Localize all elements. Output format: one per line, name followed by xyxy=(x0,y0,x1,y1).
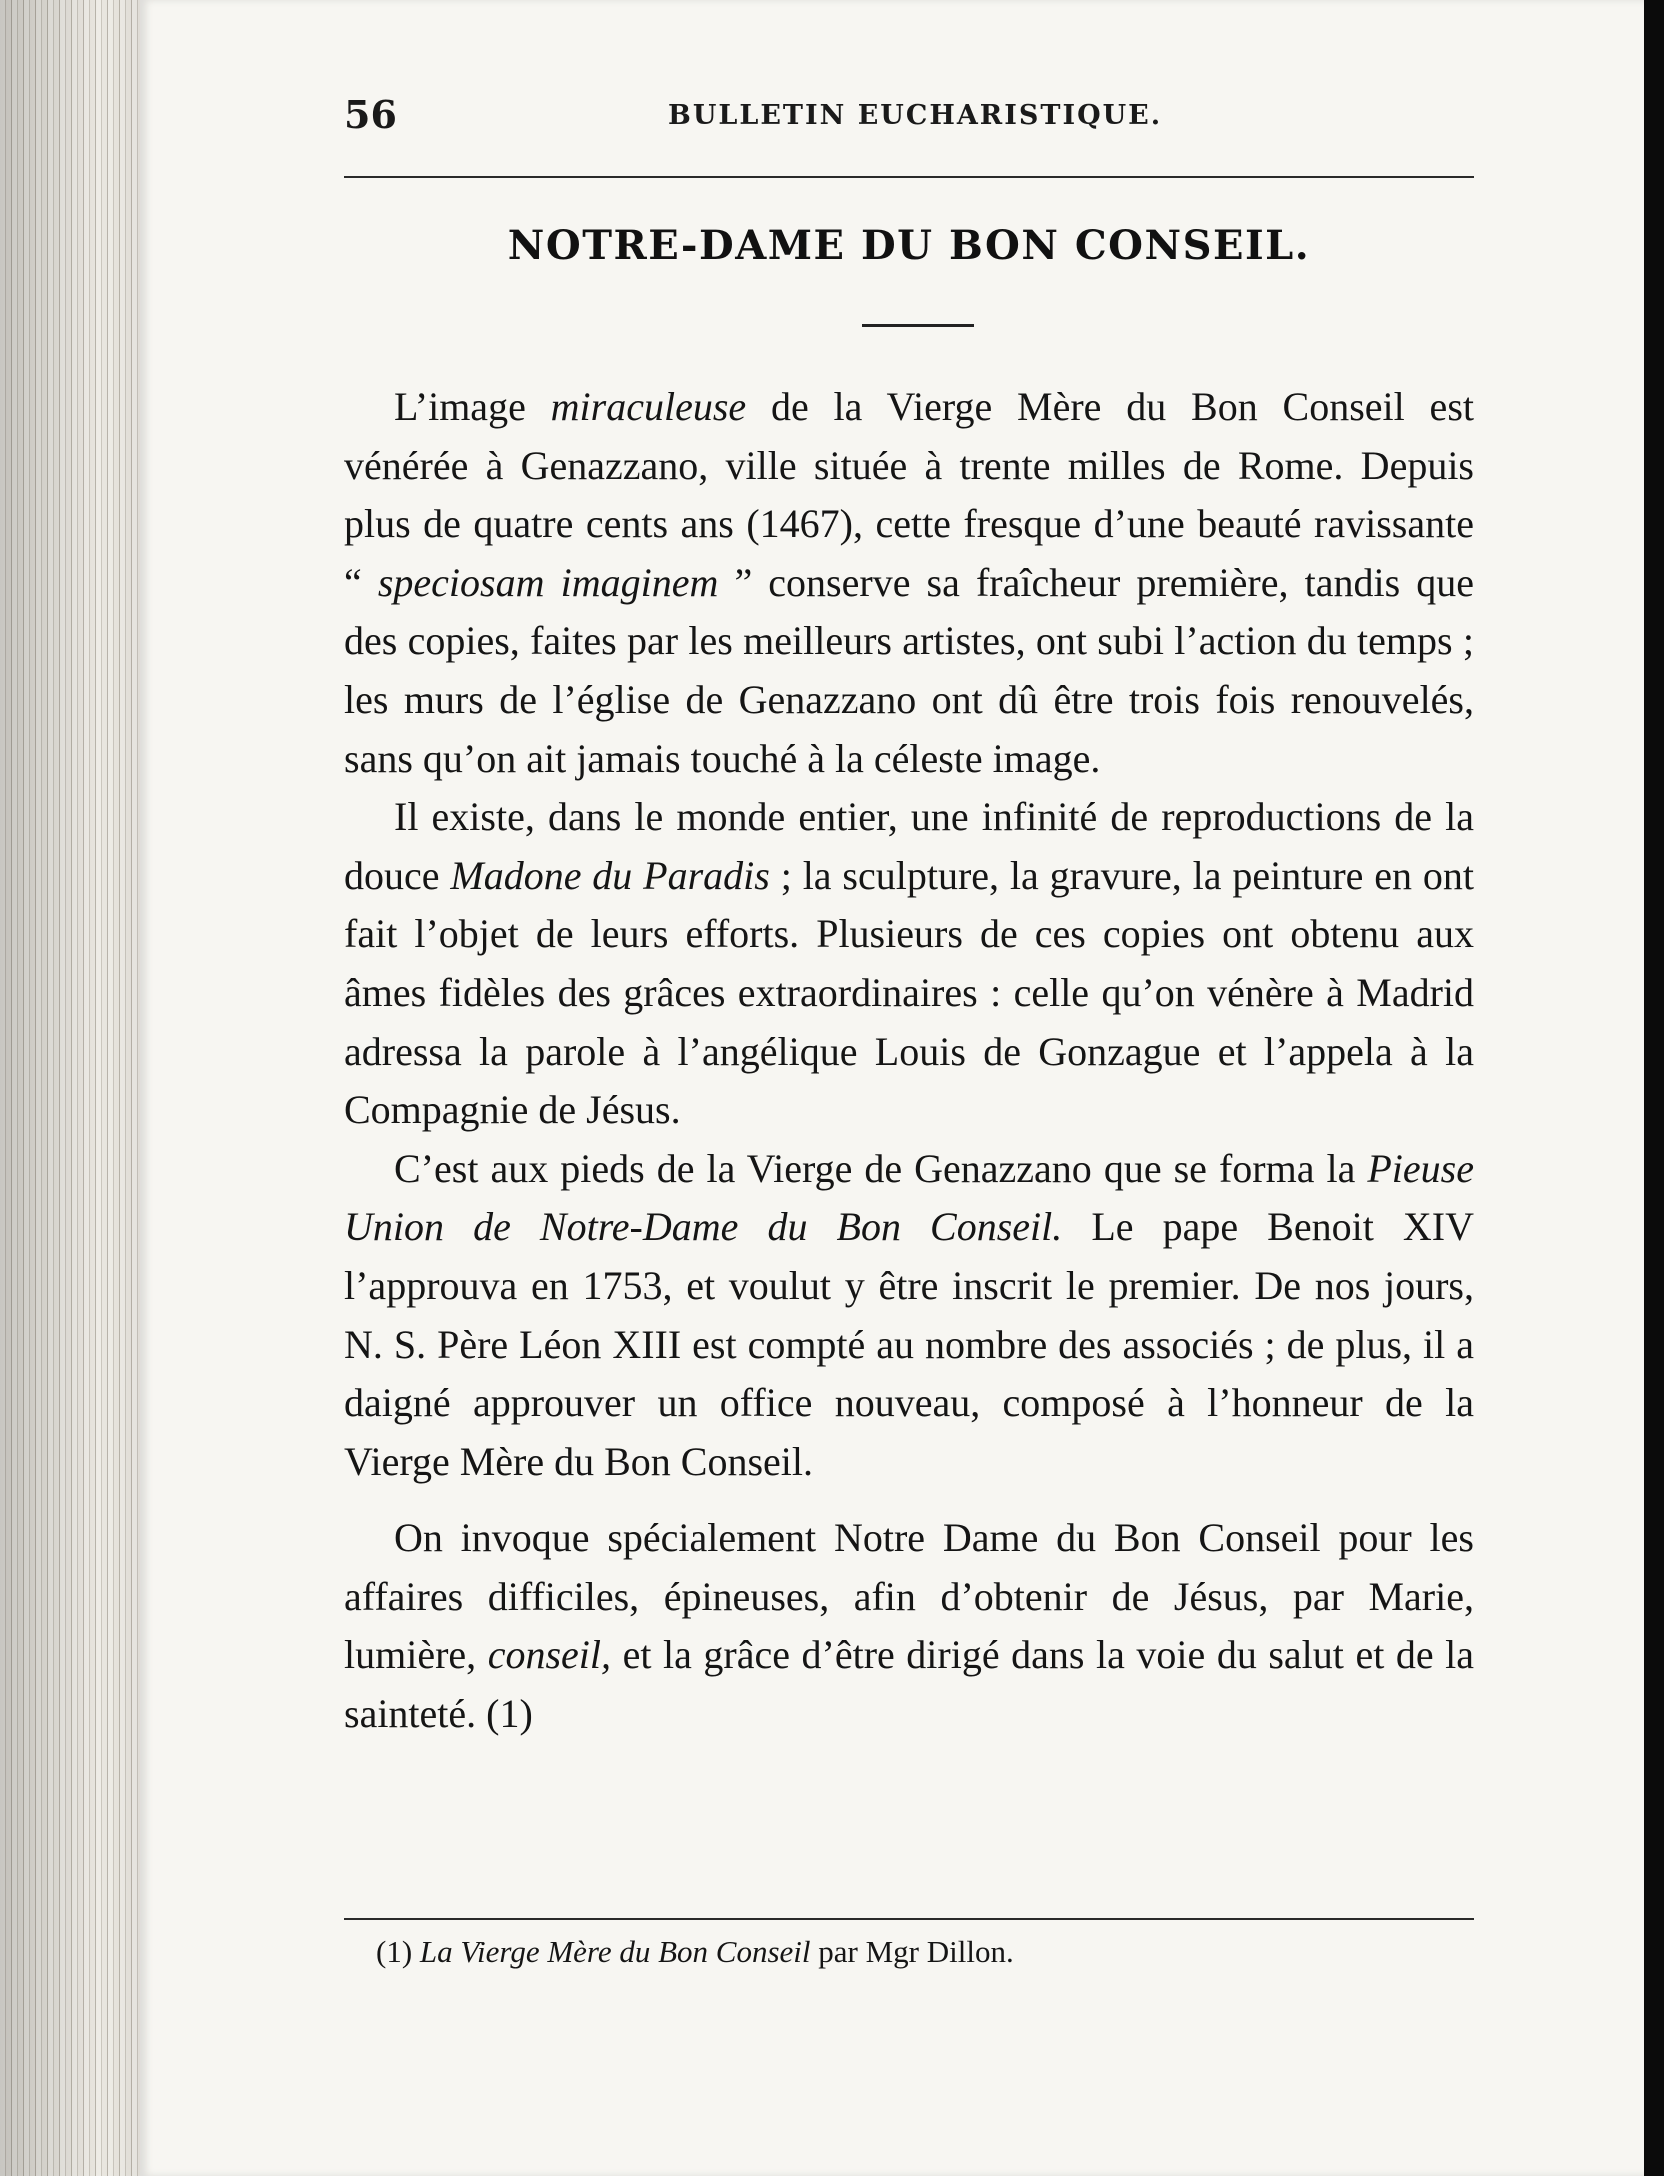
text-run: Le pape Benoit XIV l’approuva en 1753, et voulut y être inscrit le premier. De nos jours, N. S. Père Léon XIII est compté au nombre des associés ; de plus, il a daigné approuver un office nouveau, composé à l’honneur de la Vierge Mère du Bon Conseil. xyxy=(344,1204,1475,1484)
text-run: On invoque spécialement Notre Dame du Bon Conseil pour les affaires difficiles, épineuses, afin d’obtenir de Jésus, par Marie, lumière, xyxy=(344,1515,1474,1678)
text-run: ” conserve sa fraîcheur première, tandis que des copies, faites par les meilleurs artistes, ont subi l’action du temps ; les murs de l’église de Genazzano ont dû être trois fois renouvelés, sans qu’on ait jamais touché à la céleste image. xyxy=(344,559,1474,781)
italic-run: conseil, xyxy=(487,1632,612,1678)
paragraph-4 xyxy=(344,1509,1474,1743)
italic-run: Pieuse Union de Notre-Dame du Bon Conseil. xyxy=(344,1145,1474,1250)
text-run: C’est aux pieds de la Vierge de Genazzano que se forma la xyxy=(394,1145,1368,1191)
footnote-marker: (1) xyxy=(376,1934,420,1969)
right-scan-border xyxy=(1644,0,1664,2176)
footnote xyxy=(376,1934,1474,1970)
running-head: BULLETIN EUCHARISTIQUE. xyxy=(668,100,1163,131)
article-body xyxy=(344,378,1474,1744)
italic-run: speciosam imaginem xyxy=(377,559,719,605)
header-rule xyxy=(344,176,1474,178)
title-ornament-rule xyxy=(862,324,974,327)
italic-run: miraculeuse xyxy=(550,384,747,429)
text-run: L’image xyxy=(394,384,551,429)
paragraph-2 xyxy=(344,788,1474,1140)
text-run: ; la sculpture, la gravure, la peinture en ont fait l’objet de leurs efforts. Plusieurs de ces copies ont obtenu aux âmes fidèles des grâces extraordinaires : celle qu’on vénère à Madrid adressa la parole à l’angélique Louis de Gonzague et l’appela à la Compagnie de Jésus. xyxy=(344,852,1474,1133)
footnote-author: par Mgr Dillon. xyxy=(810,1934,1014,1969)
text-run: et la grâce d’être dirigé dans la voie du salut et de la sainteté. (1) xyxy=(344,1632,1475,1737)
page-header xyxy=(344,92,1474,142)
footnote-rule xyxy=(344,1918,1474,1920)
footnote-title: La Vierge Mère du Bon Conseil xyxy=(419,1934,811,1969)
italic-run: Madone du Paradis xyxy=(450,852,770,898)
article-title: NOTRE-DAME DU BON CONSEIL. xyxy=(507,222,1311,269)
text-run: Il existe, dans le monde entier, une infinité de reproductions de la douce xyxy=(344,794,1474,898)
text-run: de la Vierge Mère du Bon Conseil est vénérée à Genazzano, ville située à trente milles de Rome. Depuis plus de quatre cents ans (1467), cette fresque d’une beauté ravissante “ xyxy=(344,384,1474,605)
paragraph-3 xyxy=(344,1140,1474,1492)
page-number: 56 xyxy=(344,92,397,137)
paragraph-1 xyxy=(344,378,1474,788)
